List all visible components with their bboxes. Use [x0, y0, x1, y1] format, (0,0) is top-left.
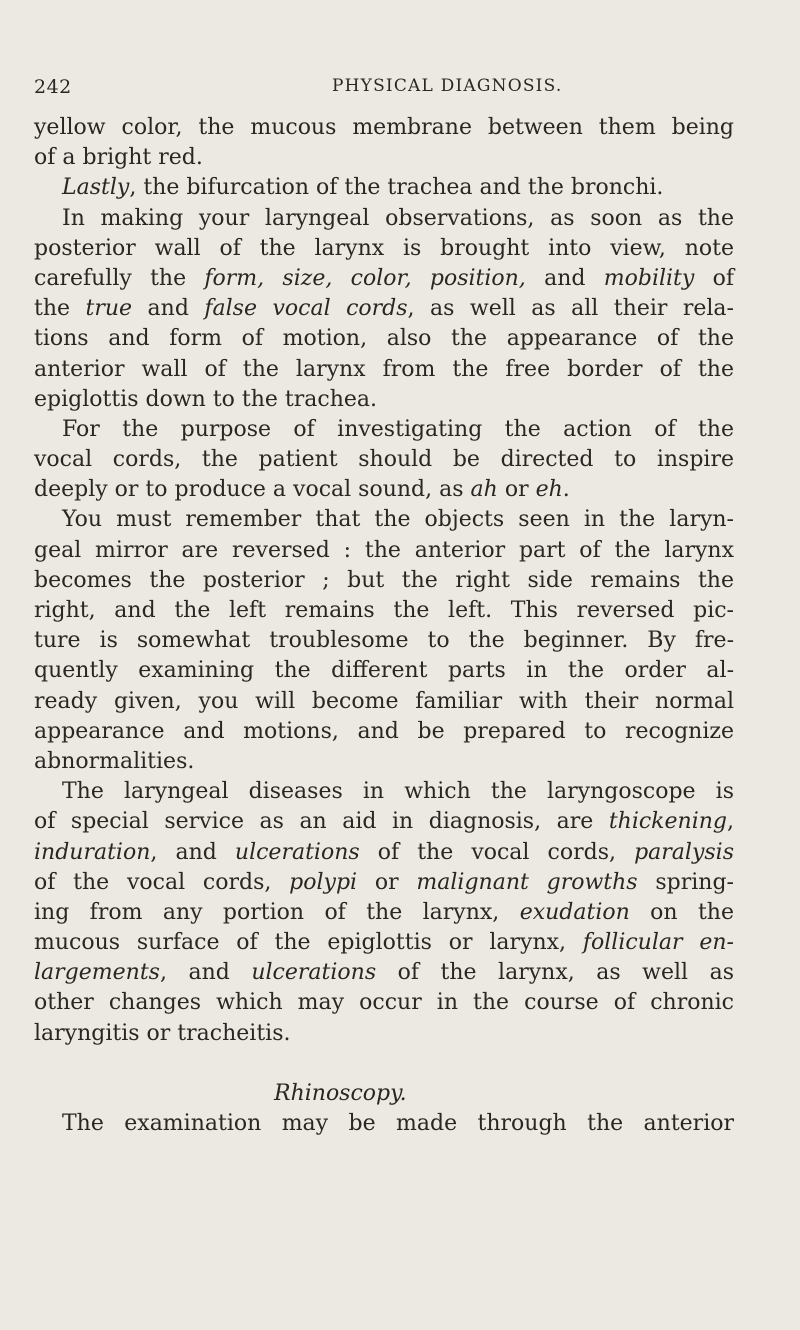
text-line: yellow color, the mucous membrane between them being	[34, 115, 734, 140]
text-line: ready given, you will become familiar with their normal	[34, 688, 734, 714]
text-line: You must remember that the objects seen in the laryn-	[62, 507, 734, 533]
text-line: carefully the form, size, color, position, and mobility of	[34, 265, 734, 291]
text-line: of special service as an aid in diagnosis, are thickening,	[34, 809, 734, 835]
text-line: other changes which may occur in the course of chronic	[34, 990, 734, 1016]
text-line: the true and false vocal cords, as well as all their rela-	[34, 296, 734, 322]
text-line: Lastly, the bifurcation of the trachea and the bronchi.	[62, 175, 664, 201]
text-line: geal mirror are reversed : the anterior part of the larynx	[34, 537, 734, 563]
text-line: becomes the posterior ; but the right side remains the	[34, 567, 734, 593]
page-number: 242	[34, 76, 72, 98]
body-text	[34, 113, 734, 1139]
text-line: The laryngeal diseases in which the laryngoscope is	[62, 779, 734, 805]
section-heading: Rhinoscopy.	[274, 1080, 407, 1106]
text-lines	[34, 113, 734, 1049]
final-line: The examination may be made through the anterior	[62, 1111, 734, 1136]
text-line: For the purpose of investigating the action of the	[62, 416, 734, 442]
text-line: of the vocal cords, polypi or malignant growths spring-	[34, 869, 734, 895]
text-line: induration, and ulcerations of the vocal cords, paralysis	[34, 839, 734, 865]
text-line: mucous surface of the epiglottis or larynx, follicular en-	[34, 930, 734, 956]
text-line: abnormalities.	[34, 748, 195, 774]
text-line: laryngitis or tracheitis.	[34, 1020, 291, 1046]
text-line: appearance and motions, and be prepared to recognize	[34, 718, 734, 744]
text-line: largements, and ulcerations of the larynx, as well as	[34, 960, 734, 986]
text-line: anterior wall of the larynx from the free border of the	[34, 356, 734, 382]
text-line: right, and the left remains the left. This reversed pic-	[34, 598, 734, 623]
text-line: posterior wall of the larynx is brought into view, note	[34, 235, 734, 261]
text-line: epiglottis down to the trachea.	[34, 386, 378, 412]
text-line: of a bright red.	[34, 145, 203, 171]
text-line: ture is somewhat troublesome to the beginner. By fre-	[34, 628, 734, 654]
text-line: vocal cords, the patient should be directed to inspire	[34, 447, 734, 473]
text-line: deeply or to produce a vocal sound, as ah or eh.	[34, 477, 570, 503]
text-line: quently examining the different parts in the order al-	[34, 658, 734, 684]
page-header	[34, 76, 714, 106]
text-line: tions and form of motion, also the appearance of the	[34, 326, 734, 352]
text-line: In making your laryngeal observations, as soon as the	[62, 205, 734, 231]
running-title: PHYSICAL DIAGNOSIS.	[332, 76, 563, 96]
text-line: ing from any portion of the larynx, exudation on the	[34, 899, 734, 925]
